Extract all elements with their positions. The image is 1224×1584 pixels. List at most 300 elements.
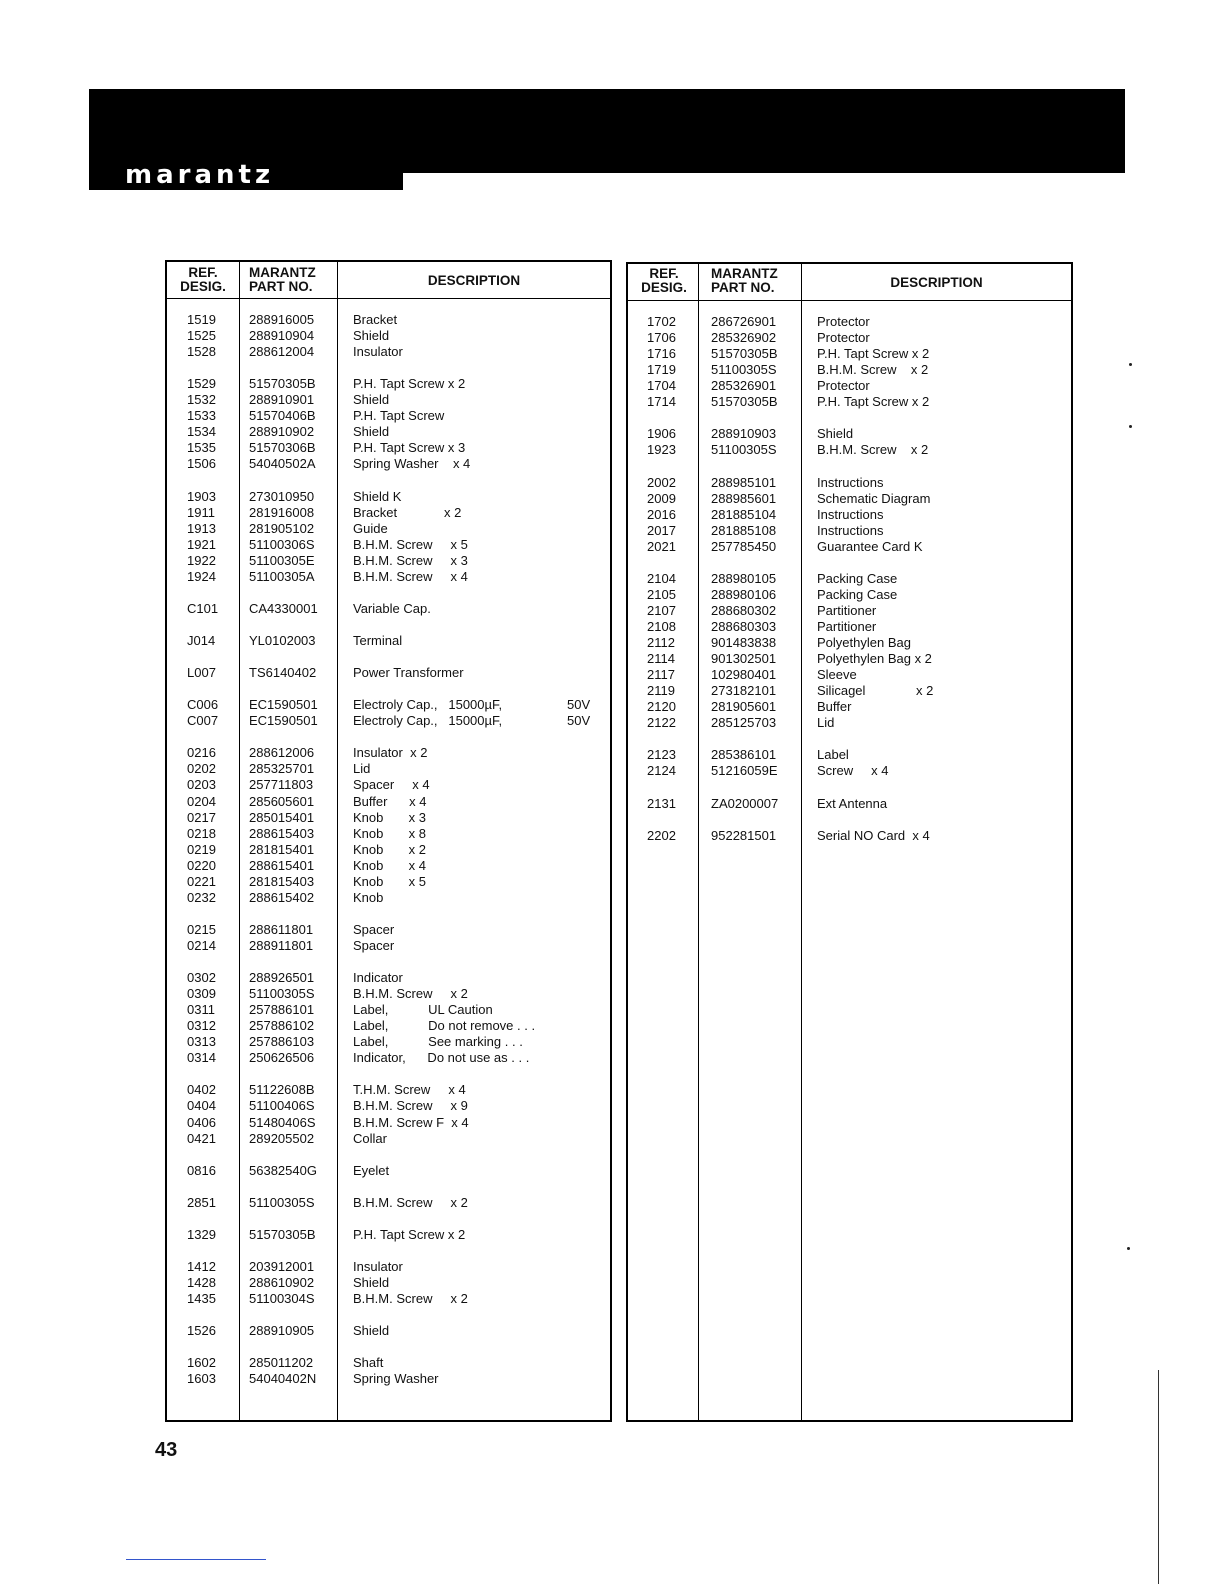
ref-desig-cell: C101 bbox=[187, 600, 219, 616]
part-no-cell: 288980106 bbox=[711, 586, 777, 602]
brand-logo: marantz bbox=[125, 160, 275, 190]
table-row bbox=[167, 1371, 610, 1387]
description-cell: Label, Do not remove . . . bbox=[353, 1018, 536, 1034]
description-cell: Ext Antenna bbox=[817, 795, 888, 811]
part-no-cell: EC1590501 bbox=[249, 713, 318, 729]
parts-table-left bbox=[165, 260, 612, 1422]
part-no-cell: 288610902 bbox=[249, 1275, 315, 1290]
scan-speck bbox=[1127, 1247, 1130, 1250]
ref-desig-cell: 1435 bbox=[187, 1291, 216, 1307]
description-cell: B.H.M. Screw x 4 bbox=[353, 568, 468, 584]
header-part-line2: PART NO. bbox=[711, 280, 775, 295]
ref-desig-cell: 0203 bbox=[187, 777, 216, 793]
ref-desig-cell: 0816 bbox=[187, 1162, 216, 1178]
ref-desig-cell: 0220 bbox=[187, 857, 216, 873]
description-cell: Label bbox=[817, 747, 849, 763]
ref-desig-cell: 0221 bbox=[187, 873, 216, 889]
table-row bbox=[628, 796, 1071, 812]
description-cell: Guide bbox=[353, 520, 388, 536]
part-no-cell: 288680303 bbox=[711, 618, 777, 634]
table-row bbox=[167, 1002, 610, 1018]
table-row bbox=[628, 330, 1071, 346]
table-row bbox=[628, 491, 1071, 507]
ref-desig-cell: 1329 bbox=[187, 1226, 216, 1242]
part-no-cell: 285325701 bbox=[249, 761, 315, 777]
ref-desig-cell: 0313 bbox=[187, 1034, 216, 1050]
part-no-cell: 51100406S bbox=[249, 1098, 315, 1114]
part-no-cell: 285605601 bbox=[249, 793, 315, 809]
description-cell: Guarantee Card K bbox=[817, 538, 923, 554]
table-row bbox=[167, 890, 610, 906]
table-row bbox=[167, 810, 610, 826]
table-row bbox=[167, 938, 610, 954]
ref-desig-cell: 1602 bbox=[187, 1355, 216, 1371]
ref-desig-cell: 1922 bbox=[187, 552, 216, 568]
part-no-cell: 51570306B bbox=[249, 440, 316, 456]
part-no-cell: 257886102 bbox=[249, 1018, 315, 1034]
description-cell: Knob x 5 bbox=[353, 873, 426, 889]
header-divider bbox=[628, 300, 1071, 301]
part-no-cell: 288611801 bbox=[249, 921, 314, 937]
table-row bbox=[628, 635, 1071, 651]
header-description: DESCRIPTION bbox=[890, 275, 983, 290]
part-no-cell: 288916005 bbox=[249, 312, 315, 327]
part-no-cell: 952281501 bbox=[711, 827, 777, 843]
description-cell: Knob x 8 bbox=[353, 825, 426, 841]
ref-desig-cell: 1529 bbox=[187, 376, 216, 392]
part-no-cell: 288615403 bbox=[249, 825, 315, 841]
description-cell: Lid bbox=[353, 761, 371, 777]
table-row bbox=[167, 1195, 610, 1211]
part-no-cell: 281815401 bbox=[249, 841, 315, 857]
ref-desig-cell: 1716 bbox=[647, 346, 676, 362]
description-cell: Variable Cap. bbox=[353, 600, 431, 616]
ref-desig-cell: 1903 bbox=[187, 488, 216, 504]
ref-desig-cell: 0302 bbox=[187, 970, 216, 986]
description-cell: Lid bbox=[817, 715, 835, 731]
ref-desig-cell: 1535 bbox=[187, 440, 216, 456]
part-no-cell: 289205502 bbox=[249, 1130, 315, 1146]
table-row bbox=[167, 986, 610, 1002]
header-part-line1: MARANTZ bbox=[249, 265, 316, 280]
header-part-no bbox=[711, 267, 778, 295]
part-no-cell: 51570305B bbox=[249, 376, 316, 392]
part-no-cell: 288910904 bbox=[249, 328, 315, 344]
ref-desig-cell: J014 bbox=[187, 633, 216, 648]
ref-desig-cell: 2120 bbox=[647, 699, 676, 715]
table-row bbox=[167, 537, 610, 553]
description-cell: Schematic Diagram bbox=[817, 490, 931, 506]
table-row bbox=[167, 1291, 610, 1307]
part-no-cell: EC1590501 bbox=[249, 697, 318, 713]
table-row bbox=[167, 553, 610, 569]
ref-desig-cell: 2108 bbox=[647, 618, 676, 634]
part-no-cell: 102980401 bbox=[711, 667, 777, 683]
part-no-cell: TS6140402 bbox=[249, 665, 317, 681]
description-cell: Packing Case bbox=[817, 570, 898, 586]
description-cell: Insulator bbox=[353, 1258, 403, 1274]
ref-desig-cell: 0215 bbox=[187, 921, 216, 937]
description-cell: Shield bbox=[353, 424, 390, 440]
description-cell: Protector bbox=[817, 330, 870, 346]
part-no-cell: 901483838 bbox=[711, 635, 777, 650]
description-cell: B.H.M. Screw x 5 bbox=[353, 536, 468, 552]
ref-desig-cell: 1924 bbox=[187, 568, 216, 584]
ref-desig-cell: 2021 bbox=[647, 538, 676, 554]
scan-speck bbox=[1129, 363, 1132, 366]
part-no-cell: 281815403 bbox=[249, 873, 315, 889]
description-cell: Shield bbox=[353, 328, 390, 344]
table-row bbox=[167, 489, 610, 505]
description-cell: Shield bbox=[353, 1323, 390, 1339]
table-row bbox=[628, 619, 1071, 635]
part-no-cell: 54040402N bbox=[249, 1371, 317, 1387]
description-cell: Knob x 3 bbox=[353, 809, 426, 825]
part-no-cell: 285011202 bbox=[249, 1355, 314, 1371]
ref-desig-cell: 1603 bbox=[187, 1371, 216, 1387]
table-row bbox=[167, 1018, 610, 1034]
description-cell: B.H.M. Screw x 2 bbox=[353, 1194, 468, 1210]
part-no-cell: 288612006 bbox=[249, 745, 315, 761]
ref-desig-cell: 1519 bbox=[187, 312, 216, 327]
ref-desig-cell: 2119 bbox=[647, 683, 675, 699]
header-description: DESCRIPTION bbox=[427, 273, 521, 288]
rating-cell: 50V bbox=[567, 697, 591, 713]
part-no-cell: 281905601 bbox=[711, 699, 777, 715]
page-number: 43 bbox=[155, 1439, 178, 1461]
table-row bbox=[167, 842, 610, 858]
description-cell: B.H.M. Screw x 9 bbox=[353, 1098, 468, 1114]
table-row bbox=[628, 378, 1071, 394]
description-cell: Power Transformer bbox=[353, 665, 464, 681]
description-cell: Knob bbox=[353, 889, 384, 905]
ref-desig-cell: 2105 bbox=[647, 586, 676, 602]
part-no-cell: 257886101 bbox=[249, 1002, 315, 1018]
table-row bbox=[628, 763, 1071, 779]
header-part-line1: MARANTZ bbox=[711, 266, 778, 281]
description-cell: Knob x 2 bbox=[353, 841, 426, 857]
part-no-cell: 257886103 bbox=[249, 1034, 315, 1050]
parts-table-right bbox=[626, 262, 1073, 1422]
part-no-cell: 288910903 bbox=[711, 426, 777, 442]
ref-desig-cell: 0402 bbox=[187, 1082, 216, 1098]
table-row bbox=[167, 713, 610, 729]
part-no-cell: 288910902 bbox=[249, 424, 315, 440]
ref-desig-cell: 1528 bbox=[187, 344, 216, 360]
part-no-cell: 901302501 bbox=[711, 651, 777, 667]
table-row bbox=[167, 344, 610, 360]
part-no-cell: 285326902 bbox=[711, 330, 777, 346]
part-no-cell: 288615401 bbox=[249, 857, 315, 873]
table-row bbox=[167, 970, 610, 986]
part-no-cell: 288680302 bbox=[711, 602, 777, 618]
ref-desig-cell: 1704 bbox=[647, 378, 676, 394]
ref-desig-cell: 0309 bbox=[187, 986, 216, 1002]
ref-desig-cell: 1714 bbox=[647, 394, 676, 410]
scan-edge-line bbox=[1158, 1370, 1159, 1584]
table-row bbox=[167, 922, 610, 938]
part-no-cell: 250626506 bbox=[249, 1050, 315, 1066]
description-cell: P.H. Tapt Screw x 2 bbox=[353, 376, 466, 392]
description-cell: B.H.M. Screw x 2 bbox=[817, 442, 929, 458]
description-cell: Terminal bbox=[353, 633, 403, 648]
part-no-cell: 285386101 bbox=[711, 747, 777, 763]
description-cell: Spring Washer x 4 bbox=[353, 456, 471, 472]
ref-desig-cell: 2017 bbox=[647, 522, 676, 538]
table-row bbox=[628, 699, 1071, 715]
header-ref-line1: REF. bbox=[188, 265, 218, 280]
ref-desig-cell: 1533 bbox=[187, 408, 216, 424]
header-ref-line1: REF. bbox=[649, 266, 679, 281]
ref-desig-cell: 0311 bbox=[187, 1002, 215, 1018]
header-ref-desig bbox=[171, 266, 235, 294]
table-row bbox=[167, 874, 610, 890]
part-no-cell: 51122608B bbox=[249, 1082, 315, 1098]
ref-desig-cell: 2202 bbox=[647, 827, 676, 843]
ref-desig-cell: 0219 bbox=[187, 841, 216, 857]
part-no-cell: 51570406B bbox=[249, 408, 316, 424]
ref-desig-cell: C007 bbox=[187, 713, 219, 729]
part-no-cell: 51480406S bbox=[249, 1114, 316, 1130]
ref-desig-cell: 1526 bbox=[187, 1323, 216, 1339]
part-no-cell: 257711803 bbox=[249, 777, 314, 793]
table-row bbox=[628, 715, 1071, 731]
part-no-cell: 203912001 bbox=[249, 1258, 315, 1274]
description-cell: Bracket bbox=[353, 312, 398, 327]
description-cell: Shaft bbox=[353, 1355, 384, 1371]
description-cell: Protector bbox=[817, 378, 870, 394]
ref-desig-cell: 1921 bbox=[187, 536, 216, 552]
part-no-cell: 285326901 bbox=[711, 378, 777, 394]
header-ref-desig bbox=[632, 267, 696, 295]
ref-desig-cell: 2009 bbox=[647, 490, 676, 506]
table-row bbox=[167, 745, 610, 761]
table-row bbox=[167, 1050, 610, 1066]
header-part-line2: PART NO. bbox=[249, 279, 313, 294]
description-cell: Label, See marking . . . bbox=[353, 1034, 523, 1050]
part-no-cell: 288911801 bbox=[249, 937, 314, 953]
description-cell: Spacer bbox=[353, 921, 395, 937]
ref-desig-cell: 1428 bbox=[187, 1275, 216, 1290]
description-cell: Shield bbox=[353, 392, 390, 408]
part-no-cell: 51100305S bbox=[711, 442, 777, 458]
ref-desig-cell: 0314 bbox=[187, 1050, 216, 1066]
table-row bbox=[167, 1131, 610, 1147]
description-cell: Instructions bbox=[817, 474, 884, 490]
header-part-no bbox=[249, 266, 316, 294]
description-cell: Indicator, Do not use as . . . bbox=[353, 1050, 530, 1066]
description-cell: Knob x 4 bbox=[353, 857, 426, 873]
description-cell: Electroly Cap., 15000µF, bbox=[353, 713, 503, 729]
ref-desig-cell: 1506 bbox=[187, 456, 216, 472]
ref-desig-cell: 0406 bbox=[187, 1114, 216, 1130]
description-cell: Serial NO Card x 4 bbox=[817, 827, 930, 843]
part-no-cell: 273182101 bbox=[711, 683, 777, 699]
header-ref-line2: DESIG. bbox=[180, 279, 226, 294]
ref-desig-cell: 2124 bbox=[647, 763, 676, 779]
description-cell: B.H.M. Screw x 2 bbox=[353, 986, 468, 1002]
table-row bbox=[167, 1098, 610, 1114]
table-row bbox=[167, 456, 610, 472]
ref-desig-cell: 2851 bbox=[187, 1194, 216, 1210]
ref-desig-cell: 1532 bbox=[187, 392, 216, 408]
ref-desig-cell: 2107 bbox=[647, 602, 676, 618]
ref-desig-cell: 0312 bbox=[187, 1018, 216, 1034]
ref-desig-cell: 2002 bbox=[647, 474, 676, 490]
ref-desig-cell: 1412 bbox=[187, 1258, 216, 1274]
description-cell: Shield bbox=[353, 1275, 390, 1290]
part-no-cell: 281905102 bbox=[249, 520, 315, 536]
ref-desig-cell: 1913 bbox=[187, 520, 216, 536]
part-no-cell: 288910905 bbox=[249, 1323, 315, 1339]
table-row bbox=[628, 426, 1071, 442]
description-cell: Polyethylen Bag x 2 bbox=[817, 651, 932, 667]
table-row bbox=[628, 651, 1071, 667]
part-no-cell: 273010950 bbox=[249, 488, 315, 504]
ref-desig-cell: 0202 bbox=[187, 761, 216, 777]
part-no-cell: 56382540G bbox=[249, 1162, 317, 1178]
table-row bbox=[167, 1034, 610, 1050]
table-row bbox=[167, 1323, 610, 1339]
part-no-cell: 51100305S bbox=[249, 1194, 315, 1210]
part-no-cell: 281885108 bbox=[711, 522, 777, 538]
ref-desig-cell: 2112 bbox=[647, 635, 675, 650]
ref-desig-cell: 1719 bbox=[647, 362, 676, 378]
description-cell: Buffer x 4 bbox=[353, 793, 427, 809]
table-row bbox=[167, 569, 610, 585]
part-no-cell: 51100305E bbox=[249, 552, 315, 568]
table-row bbox=[167, 328, 610, 344]
part-no-cell: 51100304S bbox=[249, 1291, 315, 1307]
ref-desig-cell: 0404 bbox=[187, 1098, 216, 1114]
part-no-cell: 51100305A bbox=[249, 568, 315, 584]
description-cell: B.H.M. Screw x 3 bbox=[353, 552, 468, 568]
table-row bbox=[167, 1275, 610, 1291]
table-row bbox=[628, 523, 1071, 539]
part-no-cell: 285015401 bbox=[249, 809, 315, 825]
table-row bbox=[628, 507, 1071, 523]
part-no-cell: 288926501 bbox=[249, 970, 315, 986]
part-no-cell: 51570305B bbox=[249, 1226, 316, 1242]
table-row bbox=[167, 505, 610, 521]
part-no-cell: 288985101 bbox=[711, 474, 777, 490]
table-row bbox=[167, 392, 610, 408]
table-row bbox=[167, 826, 610, 842]
ref-desig-cell: 1906 bbox=[647, 426, 676, 442]
description-cell: Insulator x 2 bbox=[353, 745, 428, 761]
table-row bbox=[167, 1355, 610, 1371]
part-no-cell: 51100305S bbox=[711, 362, 777, 378]
ref-desig-cell: 1923 bbox=[647, 442, 676, 458]
description-cell: P.H. Tapt Screw x 3 bbox=[353, 440, 466, 456]
table-row bbox=[628, 667, 1071, 683]
part-no-cell: 288612004 bbox=[249, 344, 315, 360]
part-no-cell: 281885104 bbox=[711, 506, 777, 522]
ref-desig-cell: 0214 bbox=[187, 937, 216, 953]
table-row bbox=[628, 539, 1071, 555]
table-row bbox=[167, 761, 610, 777]
description-cell: Shield bbox=[817, 426, 854, 442]
description-cell: Screw x 4 bbox=[817, 763, 889, 779]
description-cell: Protector bbox=[817, 314, 870, 329]
table-row bbox=[628, 747, 1071, 763]
description-cell: Collar bbox=[353, 1130, 387, 1146]
table-row bbox=[167, 376, 610, 392]
description-cell: T.H.M. Screw x 4 bbox=[353, 1082, 466, 1098]
ref-desig-cell: 1534 bbox=[187, 424, 216, 440]
ref-desig-cell: 2016 bbox=[647, 506, 676, 522]
table-row bbox=[167, 1082, 610, 1098]
scan-speck bbox=[1129, 425, 1132, 428]
table-row bbox=[167, 794, 610, 810]
table-row bbox=[167, 312, 610, 328]
table-row bbox=[628, 683, 1071, 699]
part-no-cell: ZA0200007 bbox=[711, 795, 779, 811]
ref-desig-cell: 1702 bbox=[647, 314, 676, 329]
description-cell: P.H. Tapt Screw bbox=[353, 408, 445, 424]
description-cell: Electroly Cap., 15000µF, bbox=[353, 697, 503, 713]
description-cell: B.H.M. Screw x 2 bbox=[353, 1291, 468, 1307]
ref-desig-cell: 0421 bbox=[187, 1130, 216, 1146]
header-ref-line2: DESIG. bbox=[641, 280, 687, 295]
part-no-cell: 288985601 bbox=[711, 490, 777, 506]
ref-desig-cell: 0204 bbox=[187, 793, 216, 809]
table-row bbox=[628, 571, 1071, 587]
description-cell: Polyethylen Bag bbox=[817, 635, 911, 650]
description-cell: Partitioner bbox=[817, 602, 877, 618]
description-cell: Packing Case bbox=[817, 586, 898, 602]
description-cell: Sleeve bbox=[817, 667, 857, 683]
description-cell: Buffer bbox=[817, 699, 852, 715]
description-cell: Spacer bbox=[353, 937, 395, 953]
ref-desig-cell: 0216 bbox=[187, 745, 216, 761]
description-cell: Insulator bbox=[353, 344, 403, 360]
table-row bbox=[167, 633, 610, 649]
part-no-cell: 51100305S bbox=[249, 986, 315, 1002]
description-cell: Instructions bbox=[817, 522, 884, 538]
part-no-cell: CA4330001 bbox=[249, 600, 318, 616]
part-no-cell: 51570305B bbox=[711, 394, 778, 410]
description-cell: Eyelet bbox=[353, 1162, 390, 1178]
header-divider bbox=[167, 298, 610, 299]
description-cell: B.H.M. Screw x 2 bbox=[817, 362, 929, 378]
description-cell: Spring Washer bbox=[353, 1371, 439, 1387]
table-row bbox=[167, 665, 610, 681]
table-row bbox=[167, 1163, 610, 1179]
part-no-cell: 281916008 bbox=[249, 504, 315, 520]
part-no-cell: 288615402 bbox=[249, 889, 315, 905]
ref-desig-cell: 0217 bbox=[187, 809, 216, 825]
table-row bbox=[167, 1227, 610, 1243]
ref-desig-cell: 2123 bbox=[647, 747, 676, 763]
table-row bbox=[628, 442, 1071, 458]
rating-cell: 50V bbox=[567, 713, 591, 729]
table-row bbox=[167, 408, 610, 424]
part-no-cell: 51216059E bbox=[711, 763, 778, 779]
description-cell: Silicagel x 2 bbox=[817, 683, 934, 699]
table-row bbox=[167, 777, 610, 793]
description-cell: Bracket x 2 bbox=[353, 504, 462, 520]
description-cell: Indicator bbox=[353, 970, 403, 986]
table-row bbox=[628, 346, 1071, 362]
table-row bbox=[167, 521, 610, 537]
description-cell: Label, UL Caution bbox=[353, 1002, 493, 1018]
part-no-cell: 285125703 bbox=[711, 715, 777, 731]
ref-desig-cell: C006 bbox=[187, 697, 219, 713]
table-row bbox=[167, 601, 610, 617]
ref-desig-cell: L007 bbox=[187, 665, 216, 681]
part-no-cell: 51100306S bbox=[249, 536, 315, 552]
